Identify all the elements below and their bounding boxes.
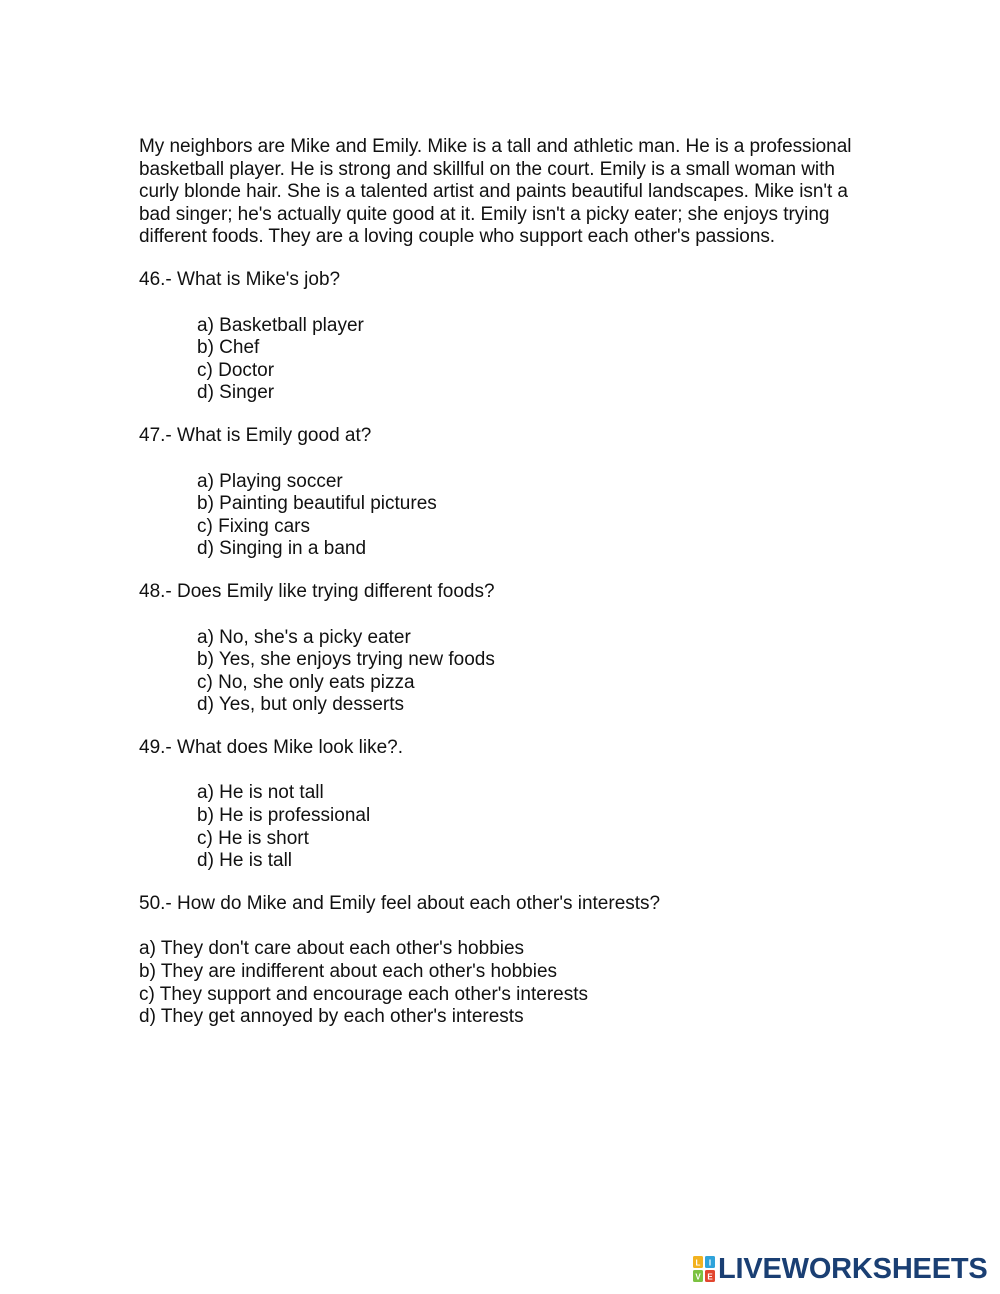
liveworksheets-logo-icon bbox=[693, 1256, 715, 1282]
svg-text:E: E bbox=[707, 1272, 713, 1282]
question-text: 50.- How do Mike and Emily feel about each other's interests? bbox=[139, 892, 661, 914]
question-48 bbox=[139, 581, 867, 717]
answer-options bbox=[139, 315, 867, 405]
answer-option: a) No, she's a picky eater bbox=[197, 626, 411, 648]
answer-option: d) He is tall bbox=[197, 850, 293, 872]
question-text: 46.- What is Mike's job? bbox=[139, 268, 341, 290]
answer-option: a) He is not tall bbox=[197, 782, 324, 804]
answer-options bbox=[139, 938, 867, 1028]
liveworksheets-logo-text: LIVEWORKSHEETS bbox=[718, 1253, 988, 1285]
question-49 bbox=[139, 737, 867, 873]
worksheet-page bbox=[139, 136, 867, 1029]
answer-option: b) He is professional bbox=[197, 805, 371, 827]
answer-option: c) He is short bbox=[197, 827, 309, 849]
answer-option: d) Singing in a band bbox=[197, 538, 367, 560]
question-50 bbox=[139, 893, 867, 1029]
svg-text:V: V bbox=[695, 1272, 701, 1282]
question-46 bbox=[139, 269, 867, 405]
answer-options bbox=[139, 627, 867, 717]
answer-option: c) Doctor bbox=[197, 359, 275, 381]
reading-passage: My neighbors are Mike and Emily. Mike is a tall and athletic man. He is a professional basketball player. He is strong and skillful on the court. Emily is a small woman with curly blonde hair. She is a talented artist and paints beautiful landscapes. Mike isn't a bad singer; he's actually quite good at it. Emily isn't a picky eater; she enjoys trying different foods. They are a loving couple who support each other's passions. bbox=[139, 136, 852, 248]
answer-option: b) They are indifferent about each other's hobbies bbox=[139, 961, 558, 983]
answer-option: b) Painting beautiful pictures bbox=[197, 493, 437, 515]
answer-options bbox=[139, 782, 867, 872]
question-47 bbox=[139, 425, 867, 561]
answer-option: a) They don't care about each other's hobbies bbox=[139, 938, 525, 960]
answer-option: d) Yes, but only desserts bbox=[197, 694, 405, 716]
answer-option: a) Playing soccer bbox=[197, 470, 343, 492]
question-text: 48.- Does Emily like trying different foods? bbox=[139, 580, 495, 602]
answer-option: b) Yes, she enjoys trying new foods bbox=[197, 649, 495, 671]
question-text: 49.- What does Mike look like?. bbox=[139, 736, 404, 758]
answer-option: d) Singer bbox=[197, 382, 275, 404]
question-text: 47.- What is Emily good at? bbox=[139, 424, 372, 446]
svg-text:I: I bbox=[708, 1258, 712, 1268]
svg-text:L: L bbox=[695, 1258, 701, 1268]
answer-option: c) Fixing cars bbox=[197, 515, 310, 537]
answer-option: b) Chef bbox=[197, 337, 260, 359]
answer-options bbox=[139, 471, 867, 561]
answer-option: d) They get annoyed by each other's interests bbox=[139, 1006, 524, 1028]
answer-option: c) They support and encourage each other's interests bbox=[139, 983, 588, 1005]
answer-option: a) Basketball player bbox=[197, 314, 364, 336]
liveworksheets-logo bbox=[693, 1255, 988, 1283]
answer-option: c) No, she only eats pizza bbox=[197, 671, 415, 693]
